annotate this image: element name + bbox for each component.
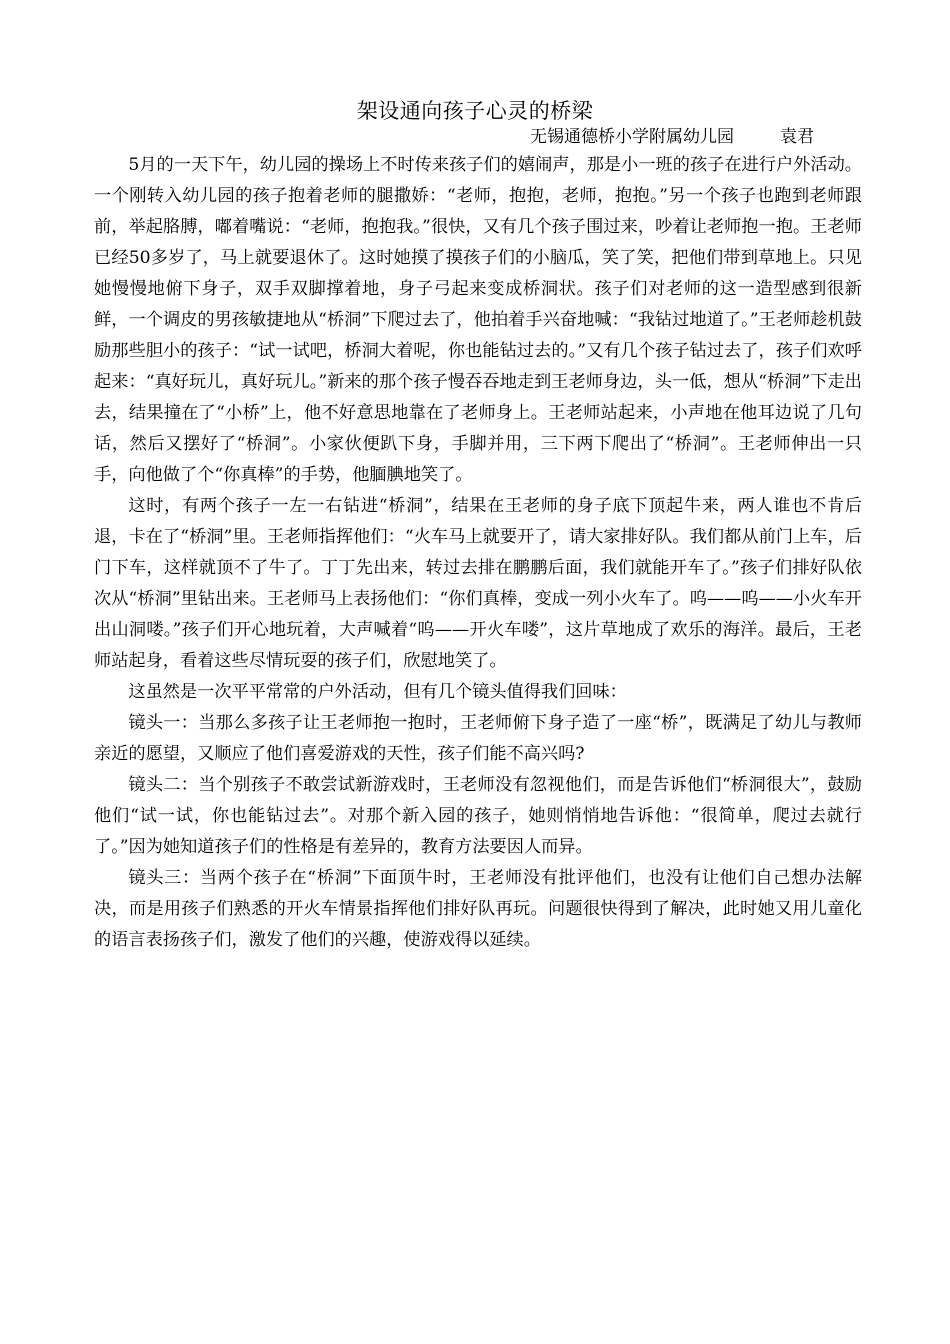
- paragraph: 这时，有两个孩子一左一右钻进“桥洞”，结果在王老师的身子底下顶起牛来，两人谁也不肯后退，卡在了“桥洞”里。王老师指挥他们：“火车马上就要开了，请大家排好队。我们都从前门上车，后门下车，这样就顶不了牛了。丁丁先出来，转过去排在鹏鹏后面，我们就能开车了。”孩子们排好队依次从“桥洞”里钻出来。王老师马上表扬他们：“你们真棒，变成一列小火车了。呜——呜——小火车开出山洞喽。”孩子们开心地玩着，大声喊着“呜——开火车喽”，这片草地成了欢乐的海洋。最后，王老师站起身，看着这些尽情玩耍的孩子们，欣慰地笑了。: [94, 496, 862, 671]
- byline-school: 无锡通德桥小学附属幼儿园: [530, 127, 734, 147]
- article-body: [94, 150, 862, 956]
- paragraph: 镜头二：当个别孩子不敢尝试新游戏时，王老师没有忽视他们，而是告诉他们“桥洞很大”，鼓励他们“试一试，你也能钻过去”。对那个新入园的孩子，她则悄悄地告诉他：“很简单，爬过去就行了。”因为她知道孩子们的性格是有差异的，教育方法要因人而异。: [94, 775, 862, 857]
- paragraph: 镜头三：当两个孩子在“桥洞”下面顶牛时，王老师没有批评他们，也没有让他们自己想办法解决，而是用孩子们熟悉的开火车情景指挥他们排好队再玩。问题很快得到了解决，此时她又用儿童化的语言表扬孩子们，激发了他们的兴趣，使游戏得以延续。: [94, 868, 862, 950]
- paragraph: 这虽然是一次平平常常的户外活动，但有几个镜头值得我们回味：: [128, 682, 627, 702]
- paragraph: 5月的一天下午，幼儿园的操场上不时传来孩子们的嬉闹声，那是小一班的孩子在进行户外活动。一个刚转入幼儿园的孩子抱着老师的腿撒娇：“老师，抱抱，老师，抱抱。”另一个孩子也跑到老师跟前，举起胳膊，嘟着嘴说：“老师，抱抱我。”很快，又有几个孩子围过来，吵着让老师抱一抱。王老师已经50多岁了，马上就要退休了。这时她摸了摸孩子们的小脑瓜，笑了笑，把他们带到草地上。只见她慢慢地俯下身子，双手双脚撑着地，身子弓起来变成桥洞状。孩子们对老师的这一造型感到很新鲜，一个调皮的男孩敏捷地从“桥洞”下爬过去了，他拍着手兴奋地喊：“我钻过地道了。”王老师趁机鼓励那些胆小的孩子：“试一试吧，桥洞大着呢，你也能钻过去的。”又有几个孩子钻过去了，孩子们欢呼起来：“真好玩儿，真好玩儿。”新来的那个孩子慢吞吞地走到王老师身边，头一低，想从“桥洞”下走出去，结果撞在了“小桥”上，他不好意思地靠在了老师身上。王老师站起来，小声地在他耳边说了几句话，然后又摆好了“桥洞”。小家伙便趴下身，手脚并用，三下两下爬出了“桥洞”。王老师伸出一只手，向他做了个“你真棒”的手势，他腼腆地笑了。: [94, 155, 862, 485]
- byline: [530, 126, 814, 148]
- document-title: 架设通向孩子心灵的桥梁: [356, 99, 594, 123]
- byline-author: 袁君: [780, 127, 814, 147]
- paragraph: 镜头一：当那么多孩子让王老师抱一抱时，王老师俯下身子造了一座“桥”，既满足了幼儿与教师亲近的愿望，又顺应了他们喜爱游戏的天性，孩子们能不高兴吗?: [94, 713, 862, 764]
